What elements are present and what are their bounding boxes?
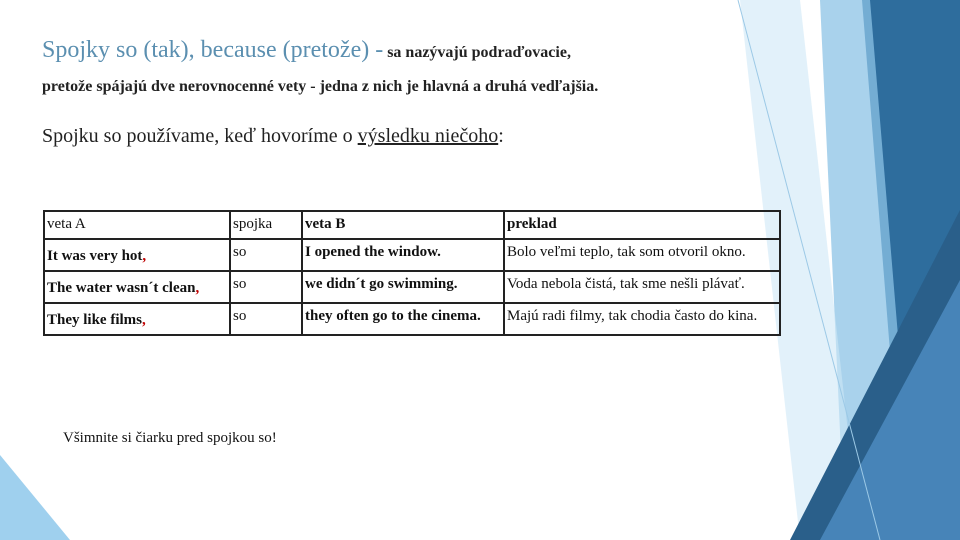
- table-row: [44, 271, 780, 303]
- header-spojka: spojka: [230, 211, 302, 239]
- subtitle-line: pretože spájajú dve nerovnocenné vety - jedna z nich je hlavná a druhá vedľajšia.: [42, 78, 599, 95]
- intro-before: Spojku so používame, keď hovoríme o: [42, 125, 358, 147]
- table-row: [44, 303, 780, 335]
- bottom-left-triangle: [0, 455, 70, 540]
- header-veta-a: veta A: [44, 211, 230, 239]
- row3-veta-a-text: They like films: [47, 312, 143, 328]
- row2-spojka: so: [230, 271, 302, 303]
- header-preklad: preklad: [504, 211, 780, 239]
- title-sub: sa nazývajú podraďovacie,: [383, 44, 571, 61]
- examples-table: [43, 210, 781, 336]
- row2-comma: ,: [195, 280, 200, 296]
- slide-title: [42, 37, 802, 64]
- row1-comma: ,: [142, 248, 147, 264]
- table-header-row: [44, 211, 780, 239]
- table-row: [44, 239, 780, 271]
- row2-veta-a: [44, 271, 230, 303]
- intro-underlined: výsledku niečoho: [357, 125, 499, 147]
- row2-veta-b: we didn´t go swimming.: [302, 271, 504, 303]
- title-main: Spojky so (tak), because (pretože) -: [42, 37, 384, 63]
- intro-sentence: [42, 125, 504, 148]
- row3-spojka: so: [230, 303, 302, 335]
- header-veta-b: veta B: [302, 211, 504, 239]
- row2-preklad: Voda nebola čistá, tak sme nešli plávať.: [504, 271, 780, 303]
- comma-note: Všimnite si čiarku pred spojkou so!: [63, 430, 277, 446]
- row3-comma: ,: [142, 312, 146, 328]
- row1-veta-a: [44, 239, 230, 271]
- intro-after: :: [498, 125, 504, 147]
- row3-preklad: Majú radi filmy, tak chodia často do kina.: [504, 303, 780, 335]
- row1-veta-a-text: It was very hot: [47, 248, 143, 264]
- row3-veta-a: [44, 303, 230, 335]
- row1-spojka: so: [230, 239, 302, 271]
- row1-veta-b: I opened the window.: [302, 239, 504, 271]
- row2-veta-a-text: The water wasn´t clean: [47, 280, 196, 296]
- row3-veta-b: they often go to the cinema.: [302, 303, 504, 335]
- row1-preklad: Bolo veľmi teplo, tak som otvoril okno.: [504, 239, 780, 271]
